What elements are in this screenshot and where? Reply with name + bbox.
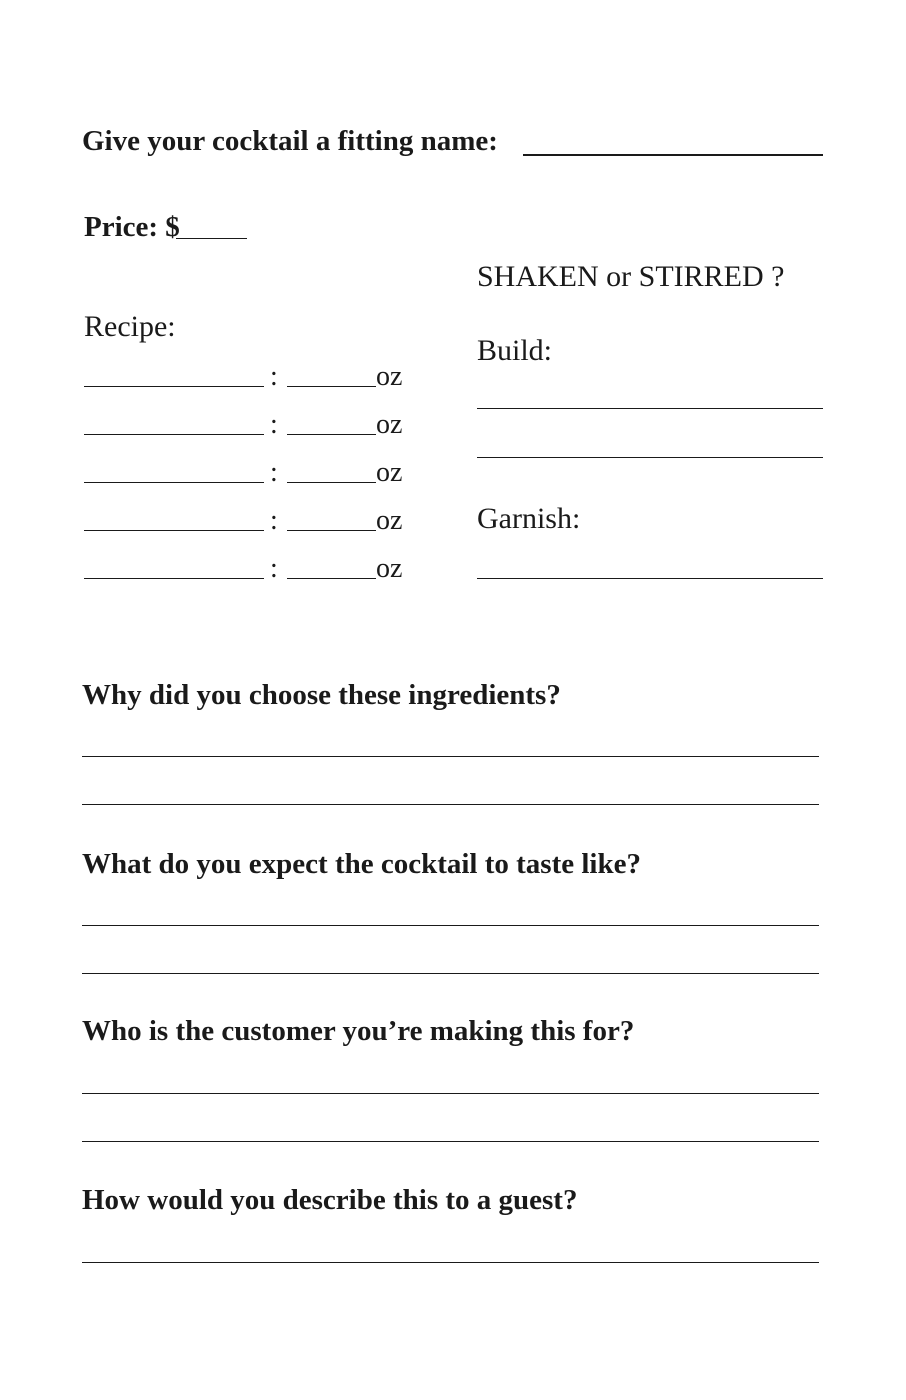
shaken-or-stirred-label: SHAKEN or STIRRED ?	[477, 260, 785, 293]
build-field-line-1[interactable]	[477, 408, 823, 409]
unit-label: oz	[376, 553, 403, 584]
recipe-separator: :	[270, 505, 278, 536]
answer-line[interactable]	[82, 925, 819, 926]
ingredient-field[interactable]	[84, 530, 264, 531]
answer-line[interactable]	[82, 1093, 819, 1094]
unit-label: oz	[376, 505, 403, 536]
recipe-separator: :	[270, 361, 278, 392]
ingredient-field[interactable]	[84, 386, 264, 387]
amount-field[interactable]	[287, 530, 376, 531]
cocktail-name-field[interactable]	[523, 154, 823, 156]
cocktail-name-label: Give your cocktail a fitting name:	[82, 125, 498, 157]
recipe-label: Recipe:	[84, 310, 176, 343]
question-describe: How would you describe this to a guest?	[82, 1184, 578, 1216]
answer-line[interactable]	[82, 1141, 819, 1142]
amount-field[interactable]	[287, 578, 376, 579]
unit-label: oz	[376, 409, 403, 440]
price-label: Price: $	[84, 211, 180, 243]
question-taste: What do you expect the cocktail to taste like?	[82, 848, 641, 880]
build-label: Build:	[477, 334, 553, 367]
answer-line[interactable]	[82, 804, 819, 805]
amount-field[interactable]	[287, 434, 376, 435]
question-customer: Who is the customer you’re making this for?	[82, 1015, 635, 1047]
recipe-separator: :	[270, 553, 278, 584]
ingredient-field[interactable]	[84, 578, 264, 579]
build-field-line-2[interactable]	[477, 457, 823, 458]
unit-label: oz	[376, 457, 403, 488]
amount-field[interactable]	[287, 386, 376, 387]
garnish-label: Garnish:	[477, 502, 581, 535]
question-ingredients: Why did you choose these ingredients?	[82, 679, 561, 711]
unit-label: oz	[376, 361, 403, 392]
recipe-separator: :	[270, 457, 278, 488]
amount-field[interactable]	[287, 482, 376, 483]
answer-line[interactable]	[82, 973, 819, 974]
ingredient-field[interactable]	[84, 482, 264, 483]
answer-line[interactable]	[82, 756, 819, 757]
ingredient-field[interactable]	[84, 434, 264, 435]
answer-line[interactable]	[82, 1262, 819, 1263]
price-field[interactable]	[176, 238, 247, 239]
recipe-separator: :	[270, 409, 278, 440]
garnish-field[interactable]	[477, 578, 823, 579]
